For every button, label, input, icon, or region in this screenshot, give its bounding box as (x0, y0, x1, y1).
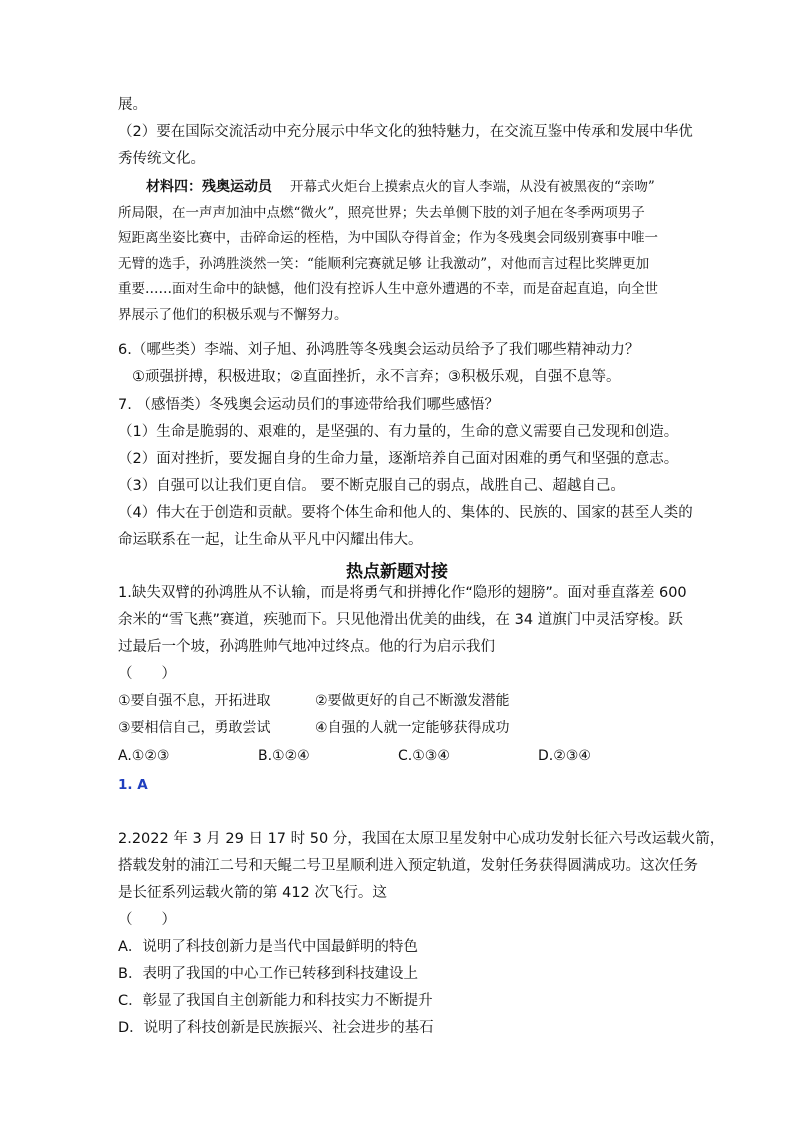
answer-line: （2）面对挫折，要发掘自身的生命力量，逐渐培养自己面对困难的勇气和坚强的意志。 (118, 451, 679, 467)
answer-line: 命运联系在一起，让生命从平凡中闪耀出伟大。 (118, 532, 423, 548)
choice-row (118, 743, 678, 770)
choice-c[interactable]: C．彰显了我国自主创新能力和科技实力不断提升 (118, 993, 433, 1009)
material-line: 界展示了他们的积极乐观与不懈努力。 (118, 306, 348, 323)
statement-row (118, 688, 678, 715)
problem-line: 2.2022 年 3 月 29 日 17 时 50 分，我国在太原卫星发射中心成功发射长征六号改运载火箭， (118, 831, 725, 847)
material-line: 无臂的选手，孙鸿胜淡然一笑：“能顺利完赛就足够 让我激动”，对他而言过程比奖牌更加 (118, 255, 650, 272)
question-six (118, 337, 678, 391)
statement-item: ④自强的人就一定能够获得成功 (315, 720, 510, 736)
answer-key: 1. A (118, 777, 148, 793)
choice-d[interactable]: D.②③④ (538, 748, 591, 764)
choice-d[interactable]: D．说明了科技创新是民族振兴、社会进步的基石 (118, 1020, 434, 1036)
text-line: 展。 (118, 97, 147, 113)
statement-item: ③要相信自己，勇敢尝试 (118, 720, 271, 736)
statement-row (118, 715, 678, 742)
problem-one (118, 580, 687, 797)
text-line: 秀传统文化。 (118, 151, 205, 167)
intro-block (118, 92, 693, 173)
material-line (118, 175, 678, 201)
problem-line: 1.缺失双臂的孙鸿胜从不认输，而是将勇气和拼搏化作“隐形的翅膀”。面对垂直落差 600 (118, 585, 687, 601)
statement-item: ②要做更好的自己不断激发潜能 (315, 693, 510, 709)
choice-a[interactable]: A．说明了科技创新力是当代中国最鲜明的特色 (118, 939, 418, 955)
problem-line: 过最后一个坡，孙鸿胜帅气地冲过终点。他的行为启示我们 (118, 639, 495, 655)
answer-line: （3）自强可以让我们更自信。 要不断克服自己的弱点，战胜自己、超越自己。 (118, 478, 625, 494)
statement-item: ①要自强不息，开拓进取 (118, 693, 271, 709)
problem-line: 是长征系列运载火箭的第 412 次飞行。这 (118, 885, 387, 901)
answer-line: （1）生命是脆弱的、艰难的，是坚强的、有力量的，生命的意义需要自己发现和创造。 (118, 424, 679, 440)
choice-c[interactable]: C.①③④ (398, 748, 450, 764)
answer-paren: （ ） (118, 912, 176, 928)
question-seven (118, 392, 693, 554)
section-title: 热点新题对接 (346, 562, 448, 582)
material-line: 短距离坐姿比赛中，击碎命运的桎梏，为中国队夺得首金；作为冬残奥会同级别赛事中唯一 (118, 230, 658, 246)
problem-two (118, 826, 725, 1042)
answer-paren: （ ） (118, 666, 176, 682)
answer-text: ①顽强拼搏，积极进取；②直面挫折，永不言弃；③积极乐观，自强不息等。 (132, 369, 621, 385)
choice-b[interactable]: B．表明了我国的中心工作已转移到科技建设上 (118, 966, 418, 982)
choice-a[interactable]: A.①②③ (118, 748, 170, 764)
problem-line: 搭载发射的浦江二号和天鲲二号卫星顺利进入预定轨道，发射任务获得圆满成功。这次任务 (118, 858, 698, 874)
material-line: 重要……面对生命中的缺憾，他们没有控诉人生中意外遭遇的不幸，而是奋起直追，向全世 (118, 281, 658, 297)
question-text: 7. （感悟类）冬残奥会运动员们的事迹带给我们哪些感悟？ (118, 397, 499, 413)
material-four-block (118, 175, 678, 328)
answer-line: （4）伟大在于创造和贡献。要将个体生命和他人的、集体的、民族的、国家的甚至人类的 (118, 505, 693, 521)
material-label: 材料四：残奥运动员 (146, 179, 272, 195)
material-line: 所局限，在一声声加油中点燃“微火”，照亮世界；失去单侧下肢的刘子旭在冬季两项男子 (118, 204, 645, 221)
choice-b[interactable]: B.①②④ (258, 748, 310, 764)
problem-line: 余米的“雪飞燕”赛道，疾驰而下。只见他滑出优美的曲线，在 34 道旗门中灵活穿梭。跃 (118, 612, 683, 628)
text-line: （2）要在国际交流活动中充分展示中华文化的独特魅力，在交流互鉴中传承和发展中华优 (118, 124, 693, 140)
question-text: 6.（哪些类）李端、刘子旭、孙鸿胜等冬残奥会运动员给予了我们哪些精神动力？ (118, 342, 640, 358)
material-text: 开幕式火炬台上摸索点火的盲人李端，从没有被黑夜的“亲吻” (290, 179, 655, 195)
